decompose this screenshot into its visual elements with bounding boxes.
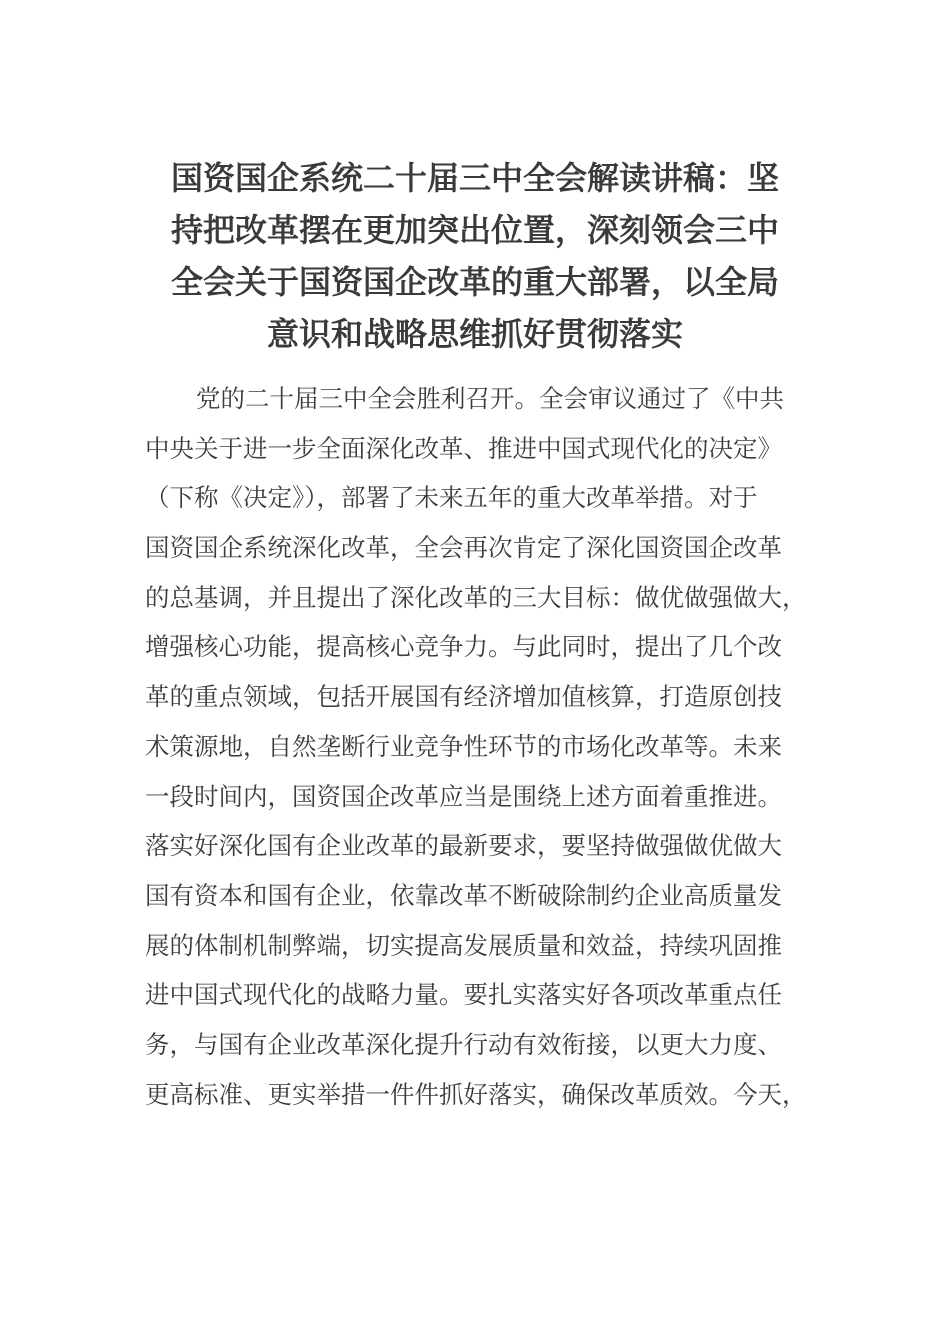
body-line: 一段时间内，国资国企改革应当是围绕上述方面着重推进。 bbox=[145, 781, 782, 811]
title-line: 全会关于国资国企改革的重大部署，以全局 bbox=[170, 263, 779, 301]
body-line: 进中国式现代化的战略力量。要扎实落实好各项改革重点任 bbox=[145, 980, 782, 1010]
body-paragraph bbox=[145, 374, 815, 1119]
body-line: 国有资本和国有企业，依靠改革不断破除制约企业高质量发 bbox=[145, 880, 782, 910]
document-title bbox=[140, 152, 810, 360]
body-line: 更高标准、更实举措一件件抓好落实，确保改革质效。今天， bbox=[145, 1079, 807, 1109]
body-line: 国资国企系统深化改革，全会再次肯定了深化国资国企改革 bbox=[145, 533, 782, 563]
title-line: 国资国企系统二十届三中全会解读讲稿：坚 bbox=[170, 159, 779, 197]
body-line: 的总基调，并且提出了深化改革的三大目标：做优做强做大， bbox=[145, 582, 807, 612]
body-line: 革的重点领域，包括开展国有经济增加值核算，打造原创技 bbox=[145, 682, 782, 712]
title-line: 持把改革摆在更加突出位置，深刻领会三中 bbox=[170, 211, 779, 249]
title-line: 意识和战略思维抓好贯彻落实 bbox=[266, 315, 683, 353]
body-line: 党的二十届三中全会胜利召开。全会审议通过了《中共 bbox=[196, 384, 784, 413]
body-line: 中央关于进一步全面深化改革、推进中国式现代化的决定》 bbox=[145, 433, 782, 463]
body-line: 务，与国有企业改革深化提升行动有效衔接，以更大力度、 bbox=[145, 1029, 782, 1059]
body-line: 增强核心功能，提高核心竞争力。与此同时，提出了几个改 bbox=[145, 632, 782, 662]
body-line: 落实好深化国有企业改革的最新要求，要坚持做强做优做大 bbox=[145, 831, 782, 861]
body-line: 术策源地，自然垄断行业竞争性环节的市场化改革等。未来 bbox=[145, 731, 782, 761]
body-line: 展的体制机制弊端，切实提高发展质量和效益，持续巩固推 bbox=[145, 930, 782, 960]
body-line: （下称《决定》），部署了未来五年的重大改革举措。对于 bbox=[145, 483, 758, 513]
